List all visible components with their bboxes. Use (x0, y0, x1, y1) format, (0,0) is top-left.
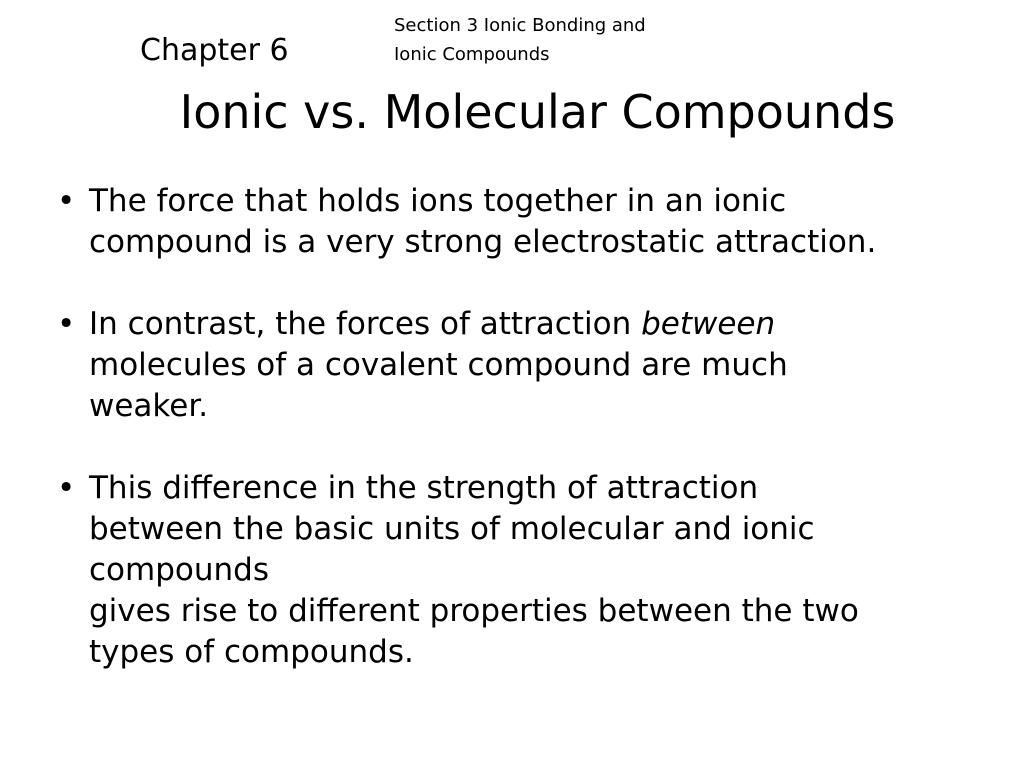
bullet-line: compound is a very strong electrostatic attraction. (89, 224, 877, 260)
slide-title: Ionic vs. Molecular Compounds (179, 85, 896, 139)
bullet-icon: • (57, 183, 76, 219)
bullet-text (89, 181, 987, 263)
section-label-line-1: Section 3 Ionic Bonding and (394, 15, 646, 36)
bullet-icon: • (57, 306, 76, 342)
section-label (394, 11, 646, 69)
chapter-label: Chapter 6 (140, 33, 289, 68)
bullet-line: molecules of a covalent compound are much (89, 347, 788, 383)
bullet-text (89, 304, 987, 427)
bullet-line: This difference in the strength of attraction (89, 470, 759, 506)
bullet-item-1 (57, 181, 987, 263)
bullet-line: between the basic units of molecular and ionic (89, 511, 815, 547)
bullet-line: types of compounds. (89, 634, 414, 670)
bullet-icon: • (57, 470, 76, 506)
bullet-line: weaker. (89, 388, 209, 424)
bullet-line: gives rise to different properties between the two (89, 593, 859, 629)
bullet-line (89, 304, 987, 345)
bullet-text (89, 468, 987, 673)
section-label-line-2: Ionic Compounds (394, 44, 550, 65)
bullet-line-text: In contrast, the forces of attraction (89, 306, 642, 342)
emphasis-text: between (641, 306, 776, 342)
bullet-line: The force that holds ions together in an ionic (89, 183, 787, 219)
bullet-line: compounds (89, 552, 269, 588)
bullet-item-2 (57, 304, 987, 427)
bullet-list (57, 181, 987, 673)
bullet-item-3 (57, 468, 987, 673)
